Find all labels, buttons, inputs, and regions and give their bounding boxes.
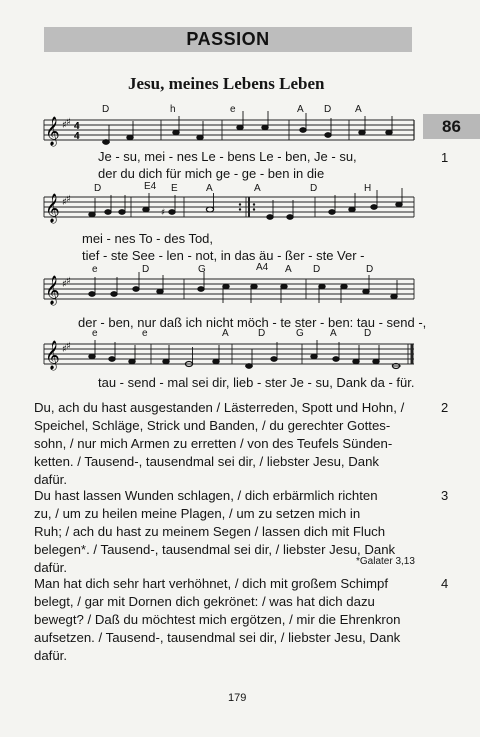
svg-text:♯: ♯ <box>66 117 71 128</box>
music-staff-4 <box>44 340 416 380</box>
verse-line: sohn, / nur mich Armen zu erretten / von des Teufels Sünden- <box>34 436 393 451</box>
chord: A4 <box>256 262 269 273</box>
lyric-line: mei - nes To - des Tod, <box>82 231 214 246</box>
svg-text:♯: ♯ <box>66 194 71 205</box>
svg-text:♯: ♯ <box>62 279 67 290</box>
svg-text:♯: ♯ <box>66 276 71 287</box>
hymn-number-box <box>423 114 480 139</box>
song-title: Jesu, meines Lebens Leben <box>128 74 325 93</box>
verse-line: Speichel, Schläge, Strick und Banden, / du gerechter Gottes- <box>34 418 391 433</box>
lyric-line: Je - su, mei - nes Le - bens Le - ben, Je - su, <box>98 149 357 164</box>
chord: D <box>324 104 332 115</box>
verse-4 <box>34 575 421 665</box>
verse-line: zu, / um zu heilen meine Plagen, / um zu setzen mich in <box>34 506 361 521</box>
verse-line: Du hast lassen Wunden schlagen, / dich erbärmlich richten <box>34 488 378 503</box>
music-staff-2 <box>44 193 416 233</box>
verse-number-4: 4 <box>441 576 449 591</box>
hymn-number: 86 <box>442 117 461 136</box>
verse-number-2: 2 <box>441 400 449 415</box>
music-staff-3 <box>44 275 416 315</box>
section-title: PASSION <box>186 29 270 49</box>
chord: e <box>92 328 98 339</box>
section-header-band <box>44 27 412 52</box>
chord: E4 <box>144 181 157 192</box>
chord: G <box>296 328 304 339</box>
chord: D <box>94 183 102 194</box>
chord: D <box>102 104 110 115</box>
verse-number-3: 3 <box>441 488 449 503</box>
verse-line: dafür. <box>34 560 67 575</box>
chord: D <box>258 328 266 339</box>
verse-number-1: 1 <box>441 150 449 165</box>
chord: G <box>198 264 206 275</box>
svg-text:4: 4 <box>74 131 80 142</box>
verse-2 <box>34 399 421 489</box>
verse-line: ketten. / Tausend-, tausendmal sei dir, / liebster Jesu, Dank <box>34 454 380 469</box>
chord: D <box>310 183 318 194</box>
svg-text:♯: ♯ <box>62 344 67 355</box>
chord: A <box>355 104 362 115</box>
verse-line: belegt, / gar mit Dornen dich gekrönet: / was hat dich dazu <box>34 594 375 609</box>
chord: D <box>364 328 372 339</box>
verse-line: belegen*. / Tausend-, tausendmal sei dir, / liebster Jesu, Dank <box>34 542 396 557</box>
treble-clef-icon: 𝄞 <box>45 116 60 145</box>
chord: h <box>170 104 176 115</box>
chord: D <box>313 264 321 275</box>
chord: D <box>366 264 374 275</box>
verse-line: dafür. <box>34 648 67 663</box>
treble-clef-icon: 𝄞 <box>45 193 60 222</box>
chord: D <box>142 264 150 275</box>
lyric-line: tau - send - mal sei dir, lieb - ster Je - su, Dank da - für. <box>98 375 415 390</box>
lyric-line: der - ben, nur daß ich nicht möch - te ster - ben: tau - send -, <box>78 315 427 330</box>
verse-line: Du, ach du hast ausgestanden / Lästerreden, Spott und Hohn, / <box>34 400 405 415</box>
svg-text:♯: ♯ <box>66 341 71 352</box>
chord: e <box>142 328 148 339</box>
chord: H <box>364 183 372 194</box>
lyric-line: der du dich für mich ge - ge - ben in die <box>98 166 325 181</box>
verse-line: aufsetzen. / Tausend-, tausendmal sei dir, / liebster Jesu, Dank <box>34 630 401 645</box>
svg-text:♯: ♯ <box>62 197 67 208</box>
chord: e <box>92 264 98 275</box>
lyric-line: tief - ste See - len - not, in das äu - ßer - ste Ver - <box>82 248 365 263</box>
svg-text:4: 4 <box>74 121 80 132</box>
svg-text:♯: ♯ <box>62 120 67 131</box>
chord: e <box>230 104 236 115</box>
chord: A <box>222 328 229 339</box>
chord: A <box>285 264 292 275</box>
svg-text:♯: ♯ <box>161 208 166 218</box>
treble-clef-icon: 𝄞 <box>45 275 60 304</box>
chord: E <box>171 183 178 194</box>
chord: A <box>330 328 337 339</box>
chord: A <box>254 183 261 194</box>
page-number: 179 <box>228 692 247 704</box>
verse-line: Ruh; / ach du hast zu meinem Segen / lassen dich mit Fluch <box>34 524 386 539</box>
chord: A <box>297 104 304 115</box>
footnote: *Galater 3,13 <box>356 556 415 567</box>
treble-clef-icon: 𝄞 <box>45 340 60 369</box>
verse-line: bewegt? / Daß du möchtest mich ergötzen, / mir die Ehrenkron <box>34 612 401 627</box>
chord: A <box>206 183 213 194</box>
verse-line: Man hat dich sehr hart verhöhnet, / dich mit großem Schimpf <box>34 576 389 591</box>
verse-line: dafür. <box>34 472 67 487</box>
